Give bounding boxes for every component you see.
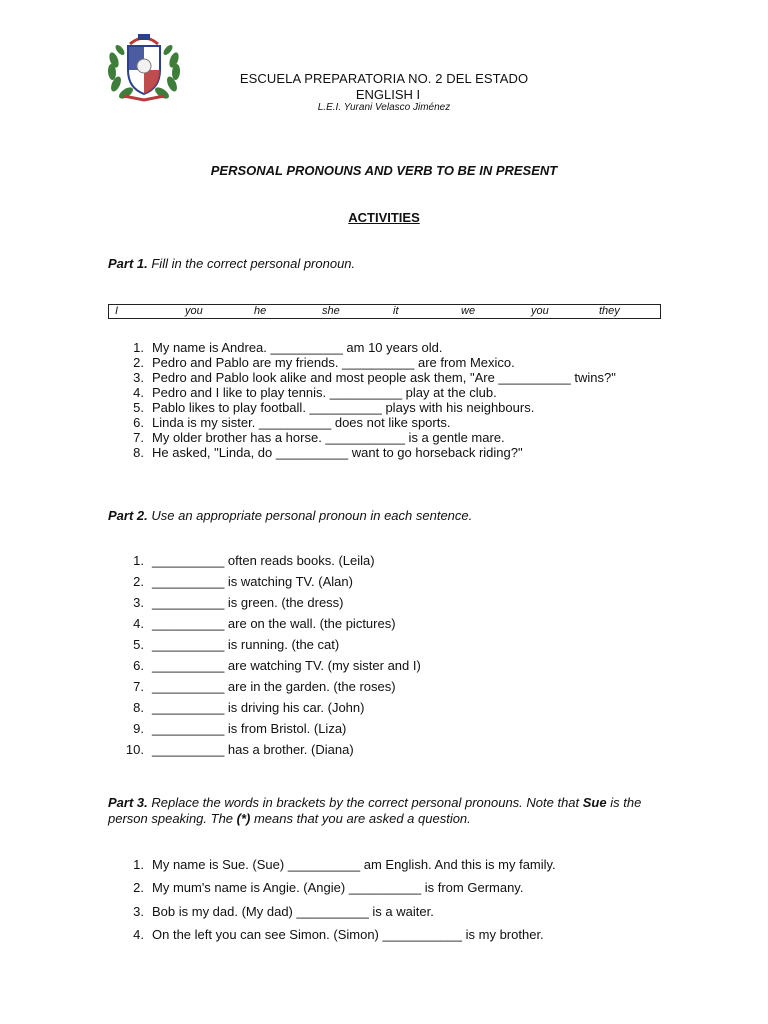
- list-item: 3. Bob is my dad. (My dad) __________ is a waiter.: [133, 903, 434, 919]
- list-item: 8. __________ is driving his car. (John): [133, 700, 365, 715]
- question-marker: (*): [236, 811, 251, 826]
- word-bank-item: it: [393, 305, 399, 317]
- part2-label: Part 2.: [108, 508, 148, 523]
- list-item: 4. __________ are on the wall. (the pictures): [133, 616, 396, 631]
- course-name: ENGLISH I: [355, 87, 421, 102]
- part2-instruction-text: Use an appropriate personal pronoun in each sentence.: [147, 508, 473, 523]
- list-item: 5. Pablo likes to play football. __________ plays with his neighbours.: [133, 400, 535, 415]
- word-bank-item: we: [461, 305, 476, 317]
- part1-exercise-list: [108, 340, 692, 460]
- list-item: 7. My older brother has a horse. ___________ is a gentle mare.: [133, 430, 505, 445]
- list-item: 8. He asked, "Linda, do __________ want to go horseback riding?": [133, 445, 523, 460]
- word-bank-item: they: [599, 305, 620, 317]
- list-item: 1. My name is Andrea. __________ am 10 years old.: [133, 340, 443, 355]
- list-item: 3. __________ is green. (the dress): [133, 595, 344, 610]
- part2-instruction: [108, 508, 472, 524]
- word-bank-item: he: [254, 305, 267, 317]
- list-item: 3. Pedro and Pablo look alike and most people ask them, "Are __________ twins?": [133, 370, 616, 385]
- part2-exercise-list: [108, 553, 421, 763]
- worksheet-title: PERSONAL PRONOUNS AND VERB TO BE IN PRESENT: [210, 163, 558, 178]
- word-bank-item: you: [185, 305, 203, 317]
- part1-label: Part 1.: [108, 256, 148, 271]
- list-item: 2. Pedro and Pablo are my friends. __________ are from Mexico.: [133, 355, 515, 370]
- speaker-name: Sue: [582, 795, 607, 810]
- list-item: 4. Pedro and I like to play tennis. __________ play at the club.: [133, 385, 497, 400]
- part1-instruction: [108, 256, 355, 272]
- list-item: 2. __________ is watching TV. (Alan): [133, 574, 353, 589]
- list-item: 1. __________ often reads books. (Leila): [133, 553, 375, 568]
- activities-heading: ACTIVITIES: [348, 210, 420, 225]
- list-item: 6. __________ are watching TV. (my sister and I): [133, 658, 421, 673]
- word-bank-item: you: [531, 305, 549, 317]
- list-item: 1. My name is Sue. (Sue) __________ am English. And this is my family.: [133, 857, 556, 872]
- teacher-name: L.E.I. Yurani Velasco Jiménez: [317, 102, 451, 113]
- part1-instruction-text: Fill in the correct personal pronoun.: [147, 256, 356, 271]
- word-bank-item: I: [115, 305, 119, 317]
- list-item: 5. __________ is running. (the cat): [133, 637, 340, 652]
- list-item: 7. __________ are in the garden. (the roses): [133, 679, 396, 694]
- list-item: 4. On the left you can see Simon. (Simon) ___________ is my brother.: [133, 926, 544, 942]
- list-item: 6. Linda is my sister. __________ does not like sports.: [133, 415, 451, 430]
- pronoun-word-bank: [108, 304, 661, 319]
- list-item: 9. __________ is from Bristol. (Liza): [133, 721, 347, 736]
- list-item: 10. __________ has a brother. (Diana): [125, 742, 354, 757]
- part3-exercise-list: [108, 857, 556, 950]
- school-name: ESCUELA PREPARATORIA NO. 2 DEL ESTADO: [239, 71, 529, 86]
- word-bank-item: she: [322, 305, 340, 317]
- list-item: 2. My mum's name is Angie. (Angie) __________ is from Germany.: [133, 880, 524, 896]
- part3-instruction: Part 3. Replace the words in brackets by the correct personal pronouns. Note that Sue is the person speaking. The (*) means that you are asked a question.: [108, 795, 642, 826]
- part3-label: Part 3.: [108, 795, 148, 810]
